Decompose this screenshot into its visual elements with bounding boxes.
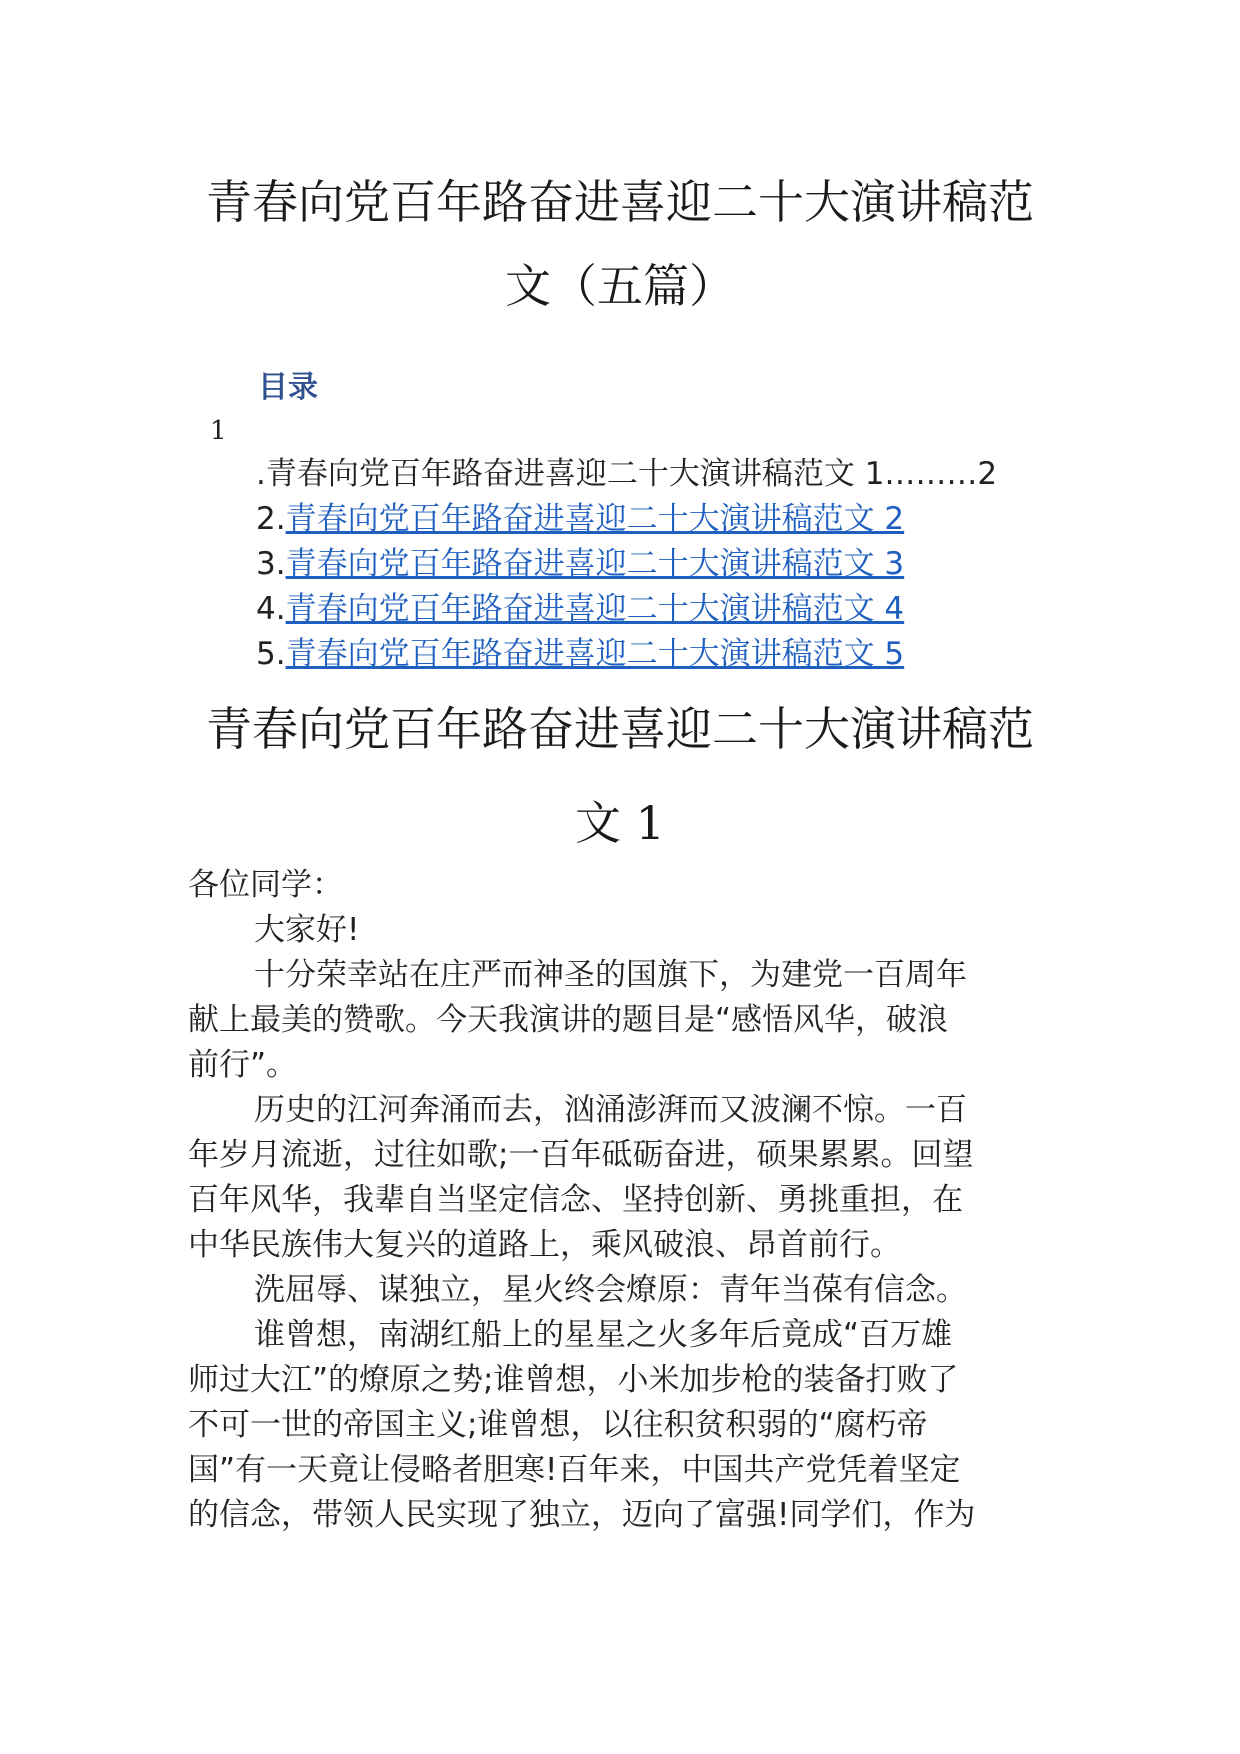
section-title-number: 1: [635, 796, 665, 850]
toc-item-3[interactable]: [256, 542, 997, 587]
toc-item-4[interactable]: [256, 587, 997, 632]
toc-item-text[interactable]: 青春向党百年路奋进喜迎二十大演讲稿范文 1………2: [265, 456, 998, 492]
paragraph-2: [188, 1088, 1068, 1268]
paragraph-1: [188, 953, 1068, 1088]
toc-item-prefix: 5.: [256, 636, 286, 672]
document-title: [150, 160, 1090, 328]
section-title-text: 文: [575, 796, 622, 850]
title-line-2: 文（五篇）: [505, 259, 735, 313]
paragraph-line: 谁曾想，南湖红船上的星星之火多年后竟成“百万雄: [254, 1317, 953, 1353]
toc-item-prefix: 3.: [256, 546, 286, 582]
toc-item-1[interactable]: [256, 452, 997, 497]
toc-item-2[interactable]: [256, 497, 997, 542]
toc-link-2[interactable]: 青春向党百年路奋进喜迎二十大演讲稿范文 2: [285, 501, 905, 537]
hello-line: 大家好!: [254, 912, 360, 948]
paragraph-line: 历史的江河奔涌而去，汹涌澎湃而又波澜不惊。一百: [254, 1092, 967, 1128]
paragraph-line: 洗屈辱、谋独立，星火终会燎原：青年当葆有信念。: [254, 1272, 967, 1308]
paragraph-3: [188, 1268, 1068, 1313]
toc-item-prefix: 4.: [256, 591, 286, 627]
paragraph-line: 年岁月流逝，过往如歌;一百年砥砺奋进，硕果累累。回望: [188, 1137, 974, 1173]
paragraph-line: 国”有一天竟让侵略者胆寒!百年来，中国共产党凭着坚定: [188, 1452, 961, 1488]
title-line-1: 青春向党百年路奋进喜迎二十大演讲稿范: [206, 175, 1034, 229]
section-1-title: [150, 682, 1090, 870]
section-title-line-1: 青春向党百年路奋进喜迎二十大演讲稿范: [206, 702, 1034, 756]
paragraph-line: 师过大江”的燎原之势;谁曾想，小米加步枪的装备打败了: [188, 1362, 959, 1398]
toc-item-prefix: 2.: [256, 501, 286, 537]
table-of-contents: [256, 452, 997, 677]
paragraph-line: 百年风华，我辈自当坚定信念、坚持创新、勇挑重担，在: [188, 1182, 963, 1218]
paragraph-line: 十分荣幸站在庄严而神圣的国旗下，为建党一百周年: [254, 957, 967, 993]
toc-link-3[interactable]: 青春向党百年路奋进喜迎二十大演讲稿范文 3: [285, 546, 905, 582]
paragraph-line: 前行”。: [188, 1047, 298, 1083]
toc-link-4[interactable]: 青春向党百年路奋进喜迎二十大演讲稿范文 4: [285, 591, 905, 627]
paragraph-line: 的信念，带领人民实现了独立，迈向了富强!同学们，作为: [188, 1497, 976, 1533]
toc-link-5[interactable]: 青春向党百年路奋进喜迎二十大演讲稿范文 5: [285, 636, 905, 672]
paragraph-4: [188, 1313, 1068, 1538]
paragraph-line: 献上最美的赞歌。今天我演讲的题目是“感悟风华，破浪: [188, 1002, 949, 1038]
section-1-body: [188, 863, 1068, 1538]
paragraph-line: 不可一世的帝国主义;谁曾想，以往积贫积弱的“腐朽帝: [188, 1407, 928, 1443]
toc-heading: 目录: [258, 370, 318, 405]
toc-item-prefix: .: [256, 456, 266, 492]
section-title-line-2: [150, 776, 1090, 870]
toc-first-number: 1: [210, 416, 227, 446]
greeting: 各位同学：: [188, 867, 343, 903]
paragraph-line: 中华民族伟大复兴的道路上，乘风破浪、昂首前行。: [188, 1227, 901, 1263]
toc-item-5[interactable]: [256, 632, 997, 677]
